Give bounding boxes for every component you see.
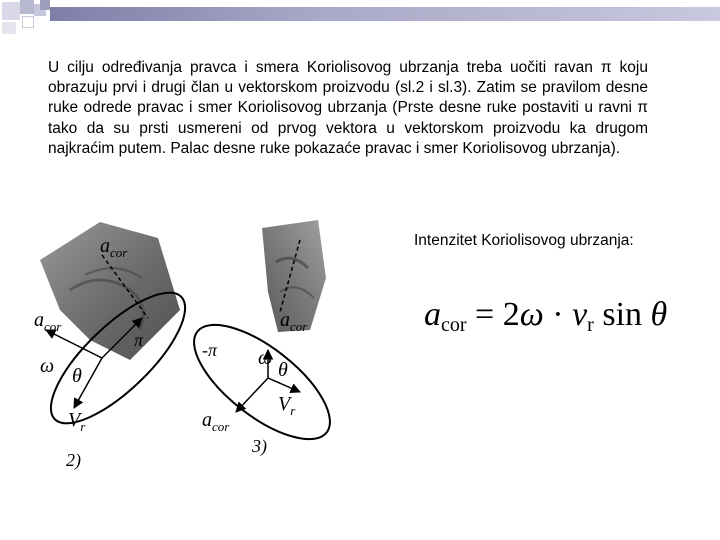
theta-label-2: θ: [72, 365, 82, 387]
formula-a: a: [424, 296, 441, 333]
formula-dot: ·: [552, 296, 564, 333]
intensity-label: Intenzitet Koriolisovog ubrzanja:: [414, 232, 634, 249]
theta-label-3: θ: [278, 359, 288, 381]
explanation-paragraph: U cilju određivanja pravca i smera Koriolisovog ubrzanja treba uočiti ravan π koju obrazuju prvi i drugi član u vektorskom proizvodu (sl.2 i sl.3). Zatim se pravilom desne ruke odrede pravac i smer Koriolisovog ubrzanja (Prste desne ruke postaviti u ravni π tako da su prsti usmereni od prvog vektora u vektorskom proizvodu ka drugom najkraćim putem. Palac desne ruke pokazaće pravac i smer Koriolisovog ubrzanja).: [48, 59, 648, 157]
caption-3: 3): [252, 436, 267, 456]
caption-2: 2): [66, 450, 81, 470]
pi-label-2: π: [134, 330, 144, 350]
hand-photo-3: [262, 220, 326, 332]
vr-label-3: $V_r$: [278, 393, 296, 418]
formula-sin: sin: [602, 296, 643, 333]
acor-label-bottom-3: $a_{cor}$: [202, 409, 230, 434]
coriolis-formula: [424, 296, 667, 337]
acor-label-hand-3: $a_{cor}$: [280, 309, 308, 334]
acor-label-left-2: $a_{cor}$: [34, 309, 62, 334]
top-divider: [50, 7, 720, 21]
formula-v-sub: r: [587, 314, 594, 336]
formula-omega: ω: [519, 296, 544, 333]
formula-theta: θ: [650, 296, 668, 333]
pi-label-3: -π: [202, 340, 218, 360]
right-hand-rule-figure: [30, 200, 340, 480]
acor-label-top-2: $a_{cor}$: [100, 235, 128, 260]
formula-v: v: [572, 296, 588, 333]
omega-label-3: ω: [258, 347, 273, 369]
acor-vector-3: [236, 378, 268, 412]
figure-3: [176, 220, 340, 459]
figure-2: [32, 222, 203, 471]
hand-photo-2: [40, 222, 180, 360]
vr-label-2: $V_r$: [68, 409, 86, 434]
formula-equals-two: = 2: [475, 296, 520, 333]
formula-a-sub: cor: [441, 314, 467, 336]
omega-label-2: ω: [40, 355, 55, 377]
